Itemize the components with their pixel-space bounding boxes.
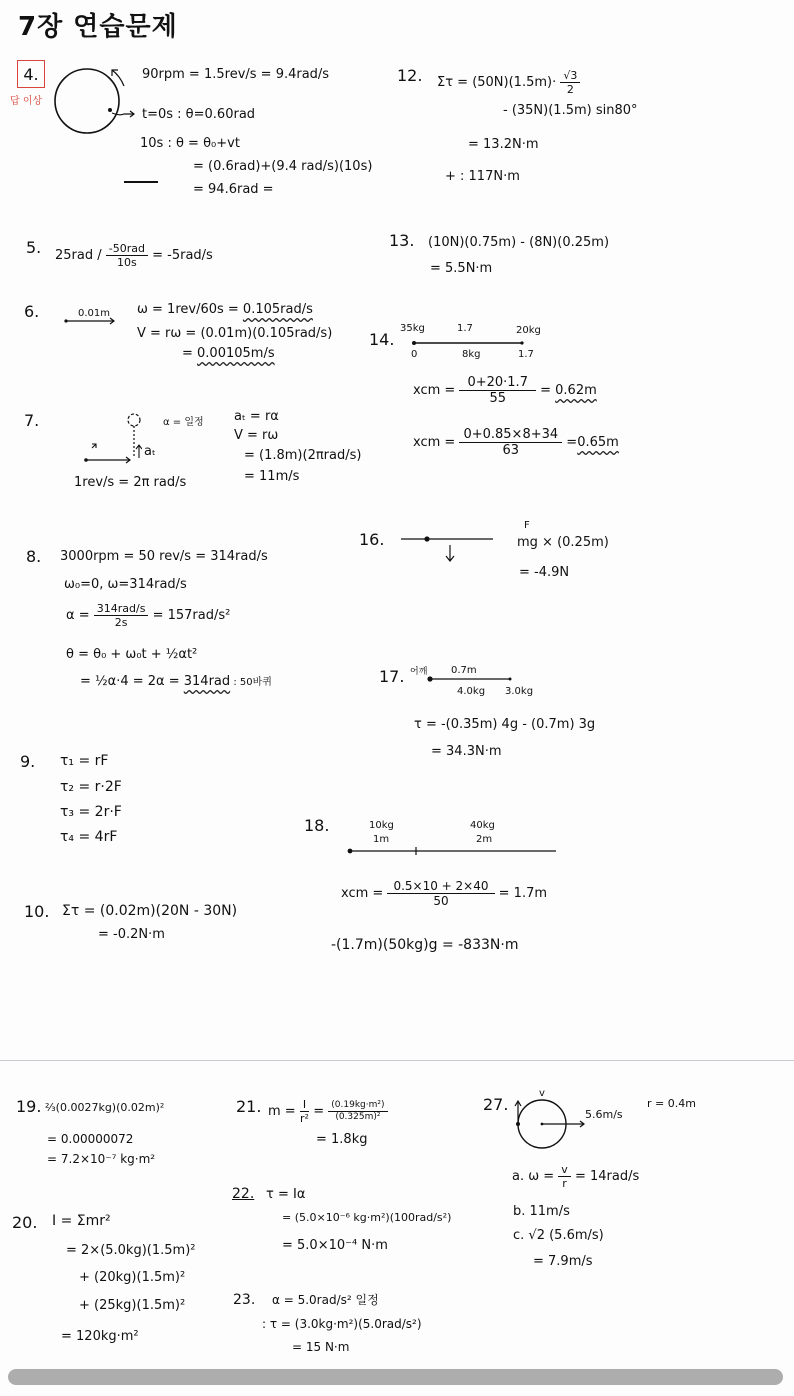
problem-9-line2: τ₂ = r·2F <box>60 779 122 795</box>
problem-17-mass1: 4.0kg <box>457 686 486 697</box>
problem-12-line1-text: Στ = (50N)(1.5m)· <box>437 75 557 90</box>
problem-20-line1: I = Σmr² <box>52 1213 111 1229</box>
problem-4-line2: t=0s : θ=0.60rad <box>142 107 256 122</box>
problem-8-fraction <box>94 603 149 628</box>
problem-19-line3: = 7.2×10⁻⁷ kg·m² <box>47 1152 156 1166</box>
problem-6-line1 <box>137 303 313 316</box>
problem-5-result: = -5rad/s <box>152 248 213 263</box>
frac-numerator: I <box>300 1099 309 1112</box>
section-divider <box>0 1060 794 1061</box>
frac-numerator: 0+20·1.7 <box>459 376 536 391</box>
problem-14-rod-diagram <box>410 339 530 347</box>
problem-10-line1: Στ = (0.02m)(20N - 30N) <box>62 903 238 919</box>
frac-denominator: (0.325m)² <box>335 1112 381 1122</box>
problem-5-label: 5. <box>26 238 42 257</box>
problem-12-line3: = 13.2N·m <box>468 137 539 152</box>
problem-8-line2: ω₀=0, ω=314rad/s <box>64 577 187 592</box>
problem-14-xcm1: xcm = $\frac{0+20\cdot 1.7}{55}$ = 0.62m <box>413 375 597 406</box>
problem-5-part1: 25rad / <box>55 248 102 263</box>
problem-7-diagram <box>82 412 142 466</box>
frac-denominator: r <box>562 1177 567 1190</box>
problem-4-line5: = 94.6rad = <box>193 182 274 197</box>
problem-6-answer2: 0.00105m/s <box>197 346 275 361</box>
problem-17-shoulder: 어깨 <box>410 667 428 677</box>
problem-27-speed: 5.6m/s <box>585 1108 623 1121</box>
problem-22-label: 22. <box>232 1186 255 1202</box>
problem-6-line3-text: = <box>182 346 198 361</box>
circle-shape <box>55 69 119 133</box>
problem-17-label: 17. <box>379 667 405 686</box>
xcm-label: xcm = <box>413 435 456 450</box>
problem-14-mid-bottom: 8kg <box>462 349 481 360</box>
pivot-dot <box>424 536 429 541</box>
problem-5-fraction <box>106 243 148 268</box>
part-a-text: a. ω = <box>512 1169 555 1184</box>
underline-mark <box>124 181 158 183</box>
problem-4-label: 4. <box>23 64 39 84</box>
problem-9-line4: τ₄ = 4rF <box>60 829 118 845</box>
problem-16-line2: = -4.9N <box>519 565 570 580</box>
problem-14-mass-left: 35kg <box>400 323 425 334</box>
problem-6-line3 <box>182 347 275 360</box>
problem-18-xcm <box>341 880 547 907</box>
problem-7-label: 7. <box>24 411 40 430</box>
problem-14-right-bottom: 1.7 <box>518 349 534 360</box>
problem-10-line2: = -0.2N·m <box>98 927 165 942</box>
rotation-arrow-icon <box>92 444 96 448</box>
problem-8-line3 <box>66 603 230 628</box>
problem-18-mass2: 40kg <box>470 820 495 831</box>
problem-19-line1: ⅔(0.0027kg)(0.02m)² <box>45 1101 165 1114</box>
problem-14-answer2: 0.65m <box>577 435 619 450</box>
problem-9-line1: τ₁ = rF <box>60 753 109 769</box>
problem-14-left-bottom: 0 <box>411 349 418 360</box>
hand-dot <box>509 678 512 681</box>
problem-21-line1 <box>268 1099 388 1124</box>
frac-denominator: r² <box>300 1112 309 1125</box>
problem-20-line3: + (20kg)(1.5m)² <box>79 1270 186 1285</box>
problem-7-line1: aₜ = rα <box>234 409 279 424</box>
problem-19-label: 19. <box>16 1097 42 1116</box>
problem-17-line1: τ = -(0.35m) 4g - (0.7m) 3g <box>414 717 596 732</box>
problem-6-line2: V = rω = (0.01m)(0.105rad/s) <box>137 326 333 341</box>
problem-16-force-label: F <box>524 520 530 531</box>
alpha-label: α = <box>66 608 90 623</box>
frac-denominator: 63 <box>502 443 520 458</box>
xcm-label: xcm = <box>413 383 456 398</box>
problem-27-part-c-result: = 7.9m/s <box>533 1254 593 1269</box>
problem-27-label: 27. <box>483 1095 509 1114</box>
frac-numerator: -50rad <box>106 243 148 256</box>
problem-12-line4: + : 117N·m <box>445 169 520 184</box>
problem-4-line1: 90rpm = 1.5rev/s = 9.4rad/s <box>142 67 330 82</box>
sqrt3-over-2 <box>560 70 580 95</box>
problem-12-label: 12. <box>397 66 423 85</box>
problem-8-answer: 314rad <box>183 674 231 689</box>
problem-20-label: 20. <box>12 1213 38 1232</box>
problem-22-line3: = 5.0×10⁻⁴ N·m <box>282 1238 388 1253</box>
problem-14-label: 14. <box>369 330 395 349</box>
problem-22-line1: τ = Iα <box>266 1187 306 1202</box>
problem-14-fraction1 <box>459 376 536 405</box>
problem-12-line2: - (35N)(1.5m) sin80° <box>503 103 638 118</box>
problem-27-part-c: c. √2 (5.6m/s) <box>513 1228 604 1243</box>
xcm-label: xcm = <box>341 886 384 901</box>
problem-20-line2: = 2×(5.0kg)(1.5m)² <box>66 1243 196 1258</box>
problem-6-arrow-icon <box>64 316 118 326</box>
frac-numerator: v <box>558 1164 571 1177</box>
problem-19-line2: = 0.00000072 <box>47 1132 134 1146</box>
problem-7-at-label: aₜ <box>144 444 156 459</box>
problem-17-length: 0.7m <box>451 665 477 676</box>
problem-21-fraction1 <box>300 1099 309 1124</box>
problem-16-diagram <box>400 532 496 564</box>
dashed-position-circle <box>128 414 140 426</box>
frac-numerator: 0+0.85×8+34 <box>459 428 562 443</box>
problem-18-rod-diagram <box>346 846 558 856</box>
problem-4-label-box <box>17 60 45 88</box>
problem-12-line1 <box>437 70 580 95</box>
problem-14-fraction2 <box>459 428 562 457</box>
part-a-result: = 14rad/s <box>574 1169 640 1184</box>
rod-end <box>520 341 523 344</box>
problem-18-line2: -(1.7m)(50kg)g = -833N·m <box>331 937 519 953</box>
problem-14-mass-right: 20kg <box>516 325 541 336</box>
problem-10-label: 10. <box>24 902 50 921</box>
problem-13-line1: (10N)(0.75m) - (8N)(0.25m) <box>428 235 610 250</box>
frac-denominator: 55 <box>489 391 506 406</box>
problem-20-line4: + (25kg)(1.5m)² <box>79 1298 186 1313</box>
problem-17-mass2: 3.0kg <box>505 686 534 697</box>
problem-7-line2: V = rω <box>234 428 279 443</box>
problem-27-fraction <box>558 1164 571 1189</box>
problem-6-arrow-label: 0.01m <box>78 308 111 319</box>
problem-13-line2: = 5.5N·m <box>430 261 493 276</box>
problem-9-label: 9. <box>20 752 36 771</box>
mass-label: m = <box>268 1104 296 1119</box>
problem-20-line5: = 120kg·m² <box>61 1329 139 1344</box>
problem-6-answer1: 0.105rad/s <box>242 302 313 317</box>
point-dot <box>108 108 112 112</box>
problem-27-circle-diagram <box>512 1094 622 1156</box>
problem-18-result: = 1.7m <box>498 886 548 901</box>
problem-14-mid-top: 1.7 <box>457 323 473 334</box>
problem-27-part-b: b. 11m/s <box>513 1204 570 1219</box>
problem-23-label: 23. <box>233 1292 256 1308</box>
frac-denominator: 10s <box>117 256 137 269</box>
problem-4-line4: = (0.6rad)+(9.4 rad/s)(10s) <box>193 159 373 174</box>
equals-sign: = <box>313 1104 325 1119</box>
problem-7-alpha: α = 일정 <box>163 417 204 428</box>
problem-23-line1: α = 5.0rad/s² 일정 <box>272 1293 379 1307</box>
frac-denominator: 2 <box>566 83 574 96</box>
problem-21-fraction2 <box>328 1101 387 1122</box>
frac-numerator: √3 <box>560 70 580 83</box>
horizontal-scrollbar[interactable] <box>8 1369 783 1385</box>
problem-8-label: 8. <box>26 547 42 566</box>
problem-7-line4: = 11m/s <box>244 469 300 484</box>
problem-17-line2: = 34.3N·m <box>431 744 502 759</box>
problem-18-dist1: 1m <box>373 834 390 845</box>
problem-9-line3: τ₃ = 2r·F <box>60 804 122 820</box>
problem-14-xcm2: xcm = $\frac{0+0.85\times 8+34}{63}$ =0.65m <box>413 427 619 458</box>
problem-16-line1: mg × (0.25m) <box>517 535 609 550</box>
problem-18-dist2: 2m <box>476 834 493 845</box>
problem-8-line5-text: = ½α·4 = 2α = <box>80 674 184 689</box>
problem-14-answer1: 0.62m <box>555 383 597 398</box>
problem-27-part-a <box>512 1164 639 1189</box>
problem-27-v-label: v <box>539 1088 545 1099</box>
frac-numerator: 0.5×10 + 2×40 <box>387 880 494 894</box>
problem-8-line5 <box>80 675 272 688</box>
problem-18-mass1: 10kg <box>369 820 394 831</box>
problem-22-line2: = (5.0×10⁻⁶ kg·m²)(100rad/s²) <box>282 1211 452 1224</box>
problem-4-line3: 10s : θ = θ₀+vt <box>140 136 240 151</box>
problem-8-alpha-result: = 157rad/s² <box>152 608 231 623</box>
problem-8-note: : 50바퀴 <box>230 677 272 688</box>
problem-18-fraction <box>387 880 494 907</box>
problem-17-arm-diagram <box>426 675 516 683</box>
problem-8-line1: 3000rpm = 50 rev/s = 314rad/s <box>60 549 268 564</box>
problem-13-label: 13. <box>389 231 415 250</box>
problem-18-label: 18. <box>304 816 330 835</box>
problem-4-note: 답 이상 <box>10 96 43 107</box>
frac-denominator: 2s <box>114 616 128 629</box>
arrow-right-icon <box>112 113 134 115</box>
problem-21-label: 21. <box>236 1097 262 1116</box>
problem-21-line2: = 1.8kg <box>316 1132 368 1147</box>
problem-4-circle-diagram <box>50 62 150 142</box>
problem-5-expr <box>55 243 213 268</box>
frac-numerator: 314rad/s <box>94 603 149 616</box>
problem-23-line2: : τ = (3.0kg·m²)(5.0rad/s²) <box>262 1317 422 1331</box>
problem-8-line4: θ = θ₀ + ω₀t + ½αt² <box>66 647 198 662</box>
frac-numerator: (0.19kg·m²) <box>328 1101 387 1112</box>
problem-7-bottom: 1rev/s = 2π rad/s <box>74 475 187 490</box>
problem-7-line3: = (1.8m)(2πrad/s) <box>244 448 362 463</box>
problem-6-label: 6. <box>24 302 40 321</box>
problem-16-label: 16. <box>359 530 385 549</box>
page-title: 7장 연습문제 <box>18 12 178 42</box>
frac-denominator: 50 <box>433 894 449 908</box>
problem-27-radius: r = 0.4m <box>647 1097 696 1110</box>
problem-6-line1-text: ω = 1rev/60s = <box>137 302 243 317</box>
problem-23-line3: = 15 N·m <box>292 1340 350 1354</box>
